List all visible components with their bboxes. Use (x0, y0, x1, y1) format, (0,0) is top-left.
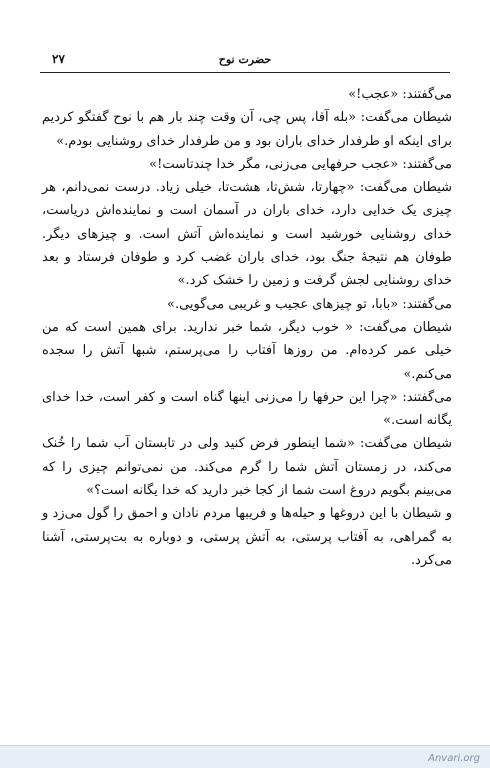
paragraph: و شیطان با این دروغها و حیله‌ها و فریبها مردم نادان و احمق را گول می‌زد و به گمراهی، به آفتاب پرستی، به آتش پرستی، و دوباره به بت‌پرستی، آشنا می‌کرد. (42, 506, 452, 568)
paragraph: شیطان می‌گفت: «شما اینطور فرض کنید ولی در تابستان آب شما را خُنک می‌کند، در زمستان آتش شما را گرم می‌کند. من نمی‌توانم چیزی را که می‌بینم بگویم دروغ است شما از کجا خبر دارید که خدا یگانه است؟» (42, 436, 452, 499)
paragraph: شیطان می‌گفت: «بله آقا، پس چی، آن وقت چند بار هم با نوح گفتگو کردیم برای اینکه او طرفدار خدای باران بود و من طرفدار خدای روشنایی بودم.» (42, 110, 452, 149)
body-text (42, 83, 452, 572)
paragraph: می‌گفتند: «عجب!» (348, 87, 452, 102)
paragraph: می‌گفتند: «بابا، تو چیزهای عجیب و غریبی می‌گویی.» (166, 296, 452, 312)
paragraph: می‌گفتند: «چرا این حرفها را می‌زنی اینها گناه است و کفر است، خدا خدای یگانه است.» (42, 389, 452, 429)
paragraph: شیطان می‌گفت: «چهارتا، شش‌تا، هشت‌تا، خیلی زیاد. درست نمی‌دانم، هر چیزی یک خدایی دارد، خدای باران در آسمان است و نماینده‌اش دریاست، خدای روشنایی خورشید است و نماینده‌اش آتش است. و چیزهای دیگر. طوفان هم نتیجهٔ جنگ بود، خدای باران غضب کرد و طوفان فرستاد و بعد خدای روشنایی لجش گرفت و زمین را خشک کرد.» (42, 180, 452, 289)
watermark: Anvari.org (428, 753, 480, 764)
footer-band (0, 745, 490, 768)
paragraph: شیطان می‌گفت: « خوب دیگر، شما خبر ندارید. برای همین است که من خیلی عمر کرده‌ام. من روزها آفتاب را می‌پرستم، شبها آتش را سجده می‌کنم.» (42, 319, 452, 382)
page-number: ۲۷ (52, 52, 65, 66)
paragraph: می‌گفتند: «عجب حرفهایی می‌زنی، مگر خدا چندتاست!» (149, 156, 452, 172)
page-header (40, 50, 450, 70)
header-rule (40, 72, 450, 73)
running-head: حضرت نوح (218, 53, 272, 66)
